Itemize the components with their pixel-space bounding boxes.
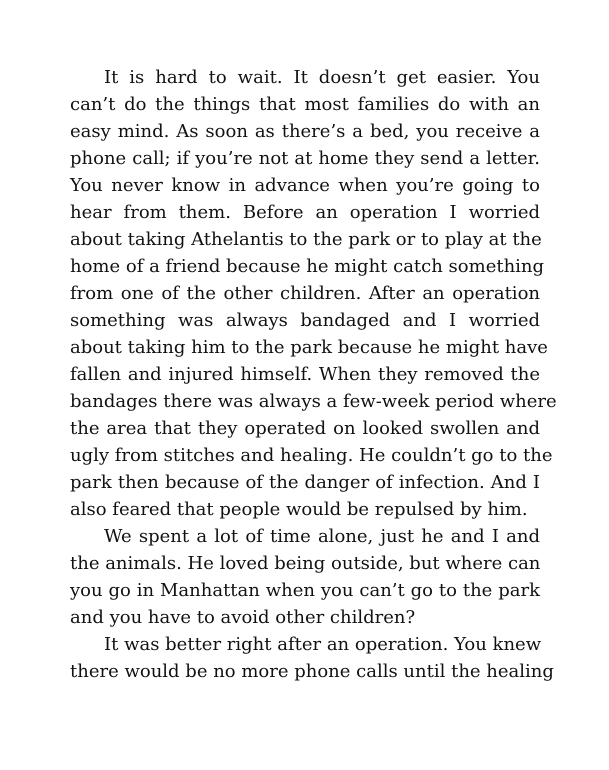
text-line: hear from them. Before an operation I worried (70, 202, 540, 223)
text-line: about taking him to the park because he might have (70, 337, 548, 358)
text-line: home of a friend because he might catch something (70, 256, 545, 277)
text-line: the animals. He loved being outside, but where can (70, 553, 541, 574)
text-line: about taking Athelantis to the park or to play at the (70, 229, 542, 250)
text-line: We spent a lot of time alone, just he and I and (104, 526, 540, 547)
paragraph-1 (70, 64, 557, 523)
text-line: the area that they operated on looked swollen and (70, 418, 540, 439)
document-page (70, 64, 557, 685)
text-line: It is hard to wait. It doesn’t get easier. You (104, 67, 540, 88)
text-line: You never know in advance when you’re going to (70, 175, 540, 196)
text-line: you go in Manhattan when you can’t go to the park (70, 580, 540, 601)
text-line: fallen and injured himself. When they removed the (70, 364, 540, 385)
text-line: and you have to avoid other children? (70, 607, 416, 628)
text-line: phone call; if you’re not at home they send a letter. (70, 148, 540, 169)
text-line: bandages there was always a few-week period where (70, 391, 557, 412)
text-line: there would be no more phone calls until the healing (70, 661, 554, 682)
text-line: easy mind. As soon as there’s a bed, you receive a (70, 121, 540, 142)
text-line: park then because of the danger of infection. And I (70, 472, 540, 493)
text-line: also feared that people would be repulsed by him. (70, 499, 528, 520)
paragraph-2 (70, 523, 540, 631)
text-line: ugly from stitches and healing. He couldn’t go to the (70, 445, 553, 466)
paragraph-3 (70, 631, 554, 685)
text-line: It was better right after an operation. You knew (104, 634, 542, 655)
text-line: from one of the other children. After an operation (70, 283, 540, 304)
text-line: can’t do the things that most families do with an (70, 94, 540, 115)
text-line: something was always bandaged and I worried (70, 310, 540, 331)
